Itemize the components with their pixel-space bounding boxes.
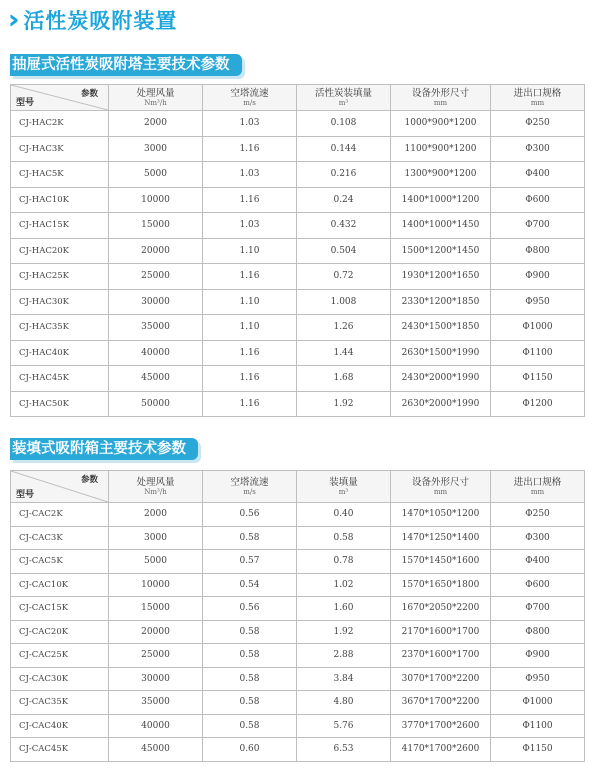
value-cell: Φ600 bbox=[491, 187, 585, 213]
model-cell: CJ-CAC20K bbox=[11, 620, 109, 644]
double-chevron-right-icon: ›› bbox=[8, 5, 10, 35]
value-cell: 0.57 bbox=[203, 550, 297, 574]
value-cell: Φ700 bbox=[491, 597, 585, 621]
value-cell: 1.16 bbox=[203, 391, 297, 417]
table-row bbox=[11, 644, 585, 668]
column-header bbox=[491, 471, 585, 503]
value-cell: 30000 bbox=[109, 667, 203, 691]
corner-param-label: 参数 bbox=[80, 475, 98, 485]
value-cell: Φ1100 bbox=[491, 340, 585, 366]
column-header bbox=[391, 85, 491, 111]
value-cell: 2.88 bbox=[297, 644, 391, 668]
value-cell: 0.58 bbox=[203, 691, 297, 715]
model-cell: CJ-HAC2K bbox=[11, 111, 109, 137]
table-row bbox=[11, 550, 585, 574]
value-cell: 1.03 bbox=[203, 111, 297, 137]
value-cell: 25000 bbox=[109, 264, 203, 290]
model-cell: CJ-HAC45K bbox=[11, 366, 109, 392]
value-cell: 1570*1650*1800 bbox=[391, 573, 491, 597]
value-cell: 40000 bbox=[109, 340, 203, 366]
value-cell: 0.144 bbox=[297, 136, 391, 162]
value-cell: 2630*2000*1990 bbox=[391, 391, 491, 417]
column-header bbox=[297, 471, 391, 503]
value-cell: 1.92 bbox=[297, 620, 391, 644]
value-cell: 1.10 bbox=[203, 315, 297, 341]
value-cell: 1.44 bbox=[297, 340, 391, 366]
model-cell: CJ-HAC10K bbox=[11, 187, 109, 213]
spec-table-filling-box bbox=[10, 470, 585, 762]
value-cell: 1.10 bbox=[203, 289, 297, 315]
value-cell: 30000 bbox=[109, 289, 203, 315]
value-cell: Φ700 bbox=[491, 213, 585, 239]
value-cell: Φ950 bbox=[491, 667, 585, 691]
table-row bbox=[11, 136, 585, 162]
column-header bbox=[109, 85, 203, 111]
table-row bbox=[11, 714, 585, 738]
value-cell: 2370*1600*1700 bbox=[391, 644, 491, 668]
model-cell: CJ-CAC3K bbox=[11, 526, 109, 550]
value-cell: 6.53 bbox=[297, 738, 391, 762]
value-cell: 50000 bbox=[109, 391, 203, 417]
model-cell: CJ-HAC40K bbox=[11, 340, 109, 366]
column-header-unit: Nm³/h bbox=[144, 98, 167, 107]
value-cell: 0.58 bbox=[203, 526, 297, 550]
value-cell: 45000 bbox=[109, 366, 203, 392]
model-cell: CJ-HAC20K bbox=[11, 238, 109, 264]
table-header-row bbox=[11, 85, 585, 111]
value-cell: 0.60 bbox=[203, 738, 297, 762]
page-header bbox=[8, 6, 177, 34]
model-cell: CJ-CAC2K bbox=[11, 503, 109, 527]
value-cell: 1.008 bbox=[297, 289, 391, 315]
value-cell: 2430*2000*1990 bbox=[391, 366, 491, 392]
value-cell: 4.80 bbox=[297, 691, 391, 715]
model-cell: CJ-HAC15K bbox=[11, 213, 109, 239]
column-header-label: 空塔流速 bbox=[230, 87, 269, 99]
column-header-unit: m³ bbox=[338, 98, 349, 107]
value-cell: 1.16 bbox=[203, 366, 297, 392]
value-cell: 10000 bbox=[109, 573, 203, 597]
section-title-filling-box: 装填式吸附箱主要技术参数 bbox=[10, 438, 198, 460]
column-header bbox=[109, 471, 203, 503]
value-cell: 3.84 bbox=[297, 667, 391, 691]
column-header-unit: m³ bbox=[338, 487, 349, 496]
value-cell: 3000 bbox=[109, 136, 203, 162]
value-cell: Φ1150 bbox=[491, 366, 585, 392]
model-cell: CJ-HAC50K bbox=[11, 391, 109, 417]
value-cell: 5000 bbox=[109, 550, 203, 574]
model-cell: CJ-CAC40K bbox=[11, 714, 109, 738]
column-header bbox=[391, 471, 491, 503]
value-cell: 2430*1500*1850 bbox=[391, 315, 491, 341]
value-cell: Φ250 bbox=[491, 503, 585, 527]
value-cell: 2000 bbox=[109, 503, 203, 527]
value-cell: 40000 bbox=[109, 714, 203, 738]
value-cell: 20000 bbox=[109, 238, 203, 264]
value-cell: Φ800 bbox=[491, 238, 585, 264]
table-row bbox=[11, 340, 585, 366]
value-cell: Φ250 bbox=[491, 111, 585, 137]
column-header-unit: mm bbox=[530, 98, 545, 107]
value-cell: 0.504 bbox=[297, 238, 391, 264]
table-row bbox=[11, 573, 585, 597]
value-cell: 45000 bbox=[109, 738, 203, 762]
value-cell: 1000*900*1200 bbox=[391, 111, 491, 137]
table-row bbox=[11, 289, 585, 315]
value-cell: 0.58 bbox=[297, 526, 391, 550]
value-cell: Φ1200 bbox=[491, 391, 585, 417]
value-cell: 2000 bbox=[109, 111, 203, 137]
value-cell: Φ1000 bbox=[491, 691, 585, 715]
table-row bbox=[11, 526, 585, 550]
table-row bbox=[11, 238, 585, 264]
spec-table-drawer-tower bbox=[10, 84, 585, 417]
value-cell: 1.92 bbox=[297, 391, 391, 417]
column-header-label: 设备外形尺寸 bbox=[411, 476, 469, 488]
model-cell: CJ-HAC3K bbox=[11, 136, 109, 162]
column-header bbox=[203, 85, 297, 111]
table-header-row bbox=[11, 471, 585, 503]
column-header-unit: m/s bbox=[243, 487, 256, 496]
value-cell: 35000 bbox=[109, 315, 203, 341]
value-cell: 25000 bbox=[109, 644, 203, 668]
table-row bbox=[11, 111, 585, 137]
table-row bbox=[11, 738, 585, 762]
value-cell: 1.16 bbox=[203, 187, 297, 213]
model-cell: CJ-HAC5K bbox=[11, 162, 109, 188]
table-row bbox=[11, 187, 585, 213]
value-cell: 1570*1450*1600 bbox=[391, 550, 491, 574]
value-cell: 2170*1600*1700 bbox=[391, 620, 491, 644]
value-cell: 0.24 bbox=[297, 187, 391, 213]
value-cell: 1.02 bbox=[297, 573, 391, 597]
model-cell: CJ-CAC30K bbox=[11, 667, 109, 691]
table-row bbox=[11, 391, 585, 417]
value-cell: 0.58 bbox=[203, 620, 297, 644]
value-cell: 0.432 bbox=[297, 213, 391, 239]
column-header-label: 进出口规格 bbox=[513, 87, 562, 99]
value-cell: 0.54 bbox=[203, 573, 297, 597]
value-cell: Φ900 bbox=[491, 264, 585, 290]
value-cell: 1.68 bbox=[297, 366, 391, 392]
value-cell: 1.16 bbox=[203, 264, 297, 290]
table-row bbox=[11, 620, 585, 644]
value-cell: 15000 bbox=[109, 213, 203, 239]
page-title: 活性炭吸附装置 bbox=[23, 9, 178, 33]
model-cell: CJ-HAC25K bbox=[11, 264, 109, 290]
model-cell: CJ-HAC35K bbox=[11, 315, 109, 341]
value-cell: 1470*1250*1400 bbox=[391, 526, 491, 550]
value-cell: Φ400 bbox=[491, 550, 585, 574]
value-cell: 0.56 bbox=[203, 503, 297, 527]
value-cell: 1.03 bbox=[203, 162, 297, 188]
value-cell: 0.58 bbox=[203, 644, 297, 668]
value-cell: 0.72 bbox=[297, 264, 391, 290]
column-header-unit: mm bbox=[433, 98, 448, 107]
column-header bbox=[297, 85, 391, 111]
model-cell: CJ-CAC45K bbox=[11, 738, 109, 762]
value-cell: 0.56 bbox=[203, 597, 297, 621]
value-cell: 1400*1000*1200 bbox=[391, 187, 491, 213]
value-cell: 35000 bbox=[109, 691, 203, 715]
table-row bbox=[11, 264, 585, 290]
value-cell: Φ950 bbox=[491, 289, 585, 315]
column-header-label: 处理风量 bbox=[136, 87, 175, 99]
value-cell: 1670*2050*2200 bbox=[391, 597, 491, 621]
value-cell: 1.03 bbox=[203, 213, 297, 239]
table-row bbox=[11, 213, 585, 239]
model-cell: CJ-CAC35K bbox=[11, 691, 109, 715]
column-header-label: 处理风量 bbox=[136, 476, 175, 488]
table-row bbox=[11, 691, 585, 715]
value-cell: 1.60 bbox=[297, 597, 391, 621]
value-cell: 1.16 bbox=[203, 340, 297, 366]
model-cell: CJ-CAC5K bbox=[11, 550, 109, 574]
value-cell: 0.108 bbox=[297, 111, 391, 137]
column-header-unit: mm bbox=[530, 487, 545, 496]
model-cell: CJ-CAC15K bbox=[11, 597, 109, 621]
column-header bbox=[203, 471, 297, 503]
column-header-unit: m/s bbox=[243, 98, 256, 107]
value-cell: 15000 bbox=[109, 597, 203, 621]
column-header-unit: Nm³/h bbox=[144, 487, 167, 496]
value-cell: 1.26 bbox=[297, 315, 391, 341]
value-cell: 3070*1700*2200 bbox=[391, 667, 491, 691]
value-cell: Φ300 bbox=[491, 136, 585, 162]
model-cell: CJ-HAC30K bbox=[11, 289, 109, 315]
value-cell: 1300*900*1200 bbox=[391, 162, 491, 188]
value-cell: 5000 bbox=[109, 162, 203, 188]
table-row bbox=[11, 366, 585, 392]
value-cell: 1400*1000*1450 bbox=[391, 213, 491, 239]
corner-param-label: 参数 bbox=[80, 89, 98, 99]
value-cell: Φ800 bbox=[491, 620, 585, 644]
value-cell: 1930*1200*1650 bbox=[391, 264, 491, 290]
model-cell: CJ-CAC10K bbox=[11, 573, 109, 597]
column-header bbox=[491, 85, 585, 111]
value-cell: Φ1100 bbox=[491, 714, 585, 738]
corner-model-label: 型号 bbox=[16, 490, 35, 500]
value-cell: 1500*1200*1450 bbox=[391, 238, 491, 264]
header-corner-cell bbox=[11, 471, 109, 503]
column-header-label: 进出口规格 bbox=[513, 476, 562, 488]
value-cell: Φ600 bbox=[491, 573, 585, 597]
value-cell: Φ900 bbox=[491, 644, 585, 668]
value-cell: 3670*1700*2200 bbox=[391, 691, 491, 715]
value-cell: 1.16 bbox=[203, 136, 297, 162]
value-cell: 0.78 bbox=[297, 550, 391, 574]
value-cell: 0.40 bbox=[297, 503, 391, 527]
value-cell: Φ1150 bbox=[491, 738, 585, 762]
table-row bbox=[11, 315, 585, 341]
table-row bbox=[11, 162, 585, 188]
value-cell: 0.58 bbox=[203, 667, 297, 691]
value-cell: 2630*1500*1990 bbox=[391, 340, 491, 366]
model-cell: CJ-CAC25K bbox=[11, 644, 109, 668]
value-cell: 1100*900*1200 bbox=[391, 136, 491, 162]
value-cell: Φ400 bbox=[491, 162, 585, 188]
value-cell: 2330*1200*1850 bbox=[391, 289, 491, 315]
value-cell: 3770*1700*2600 bbox=[391, 714, 491, 738]
value-cell: 0.58 bbox=[203, 714, 297, 738]
value-cell: 0.216 bbox=[297, 162, 391, 188]
corner-model-label: 型号 bbox=[16, 98, 35, 108]
value-cell: 4170*1700*2600 bbox=[391, 738, 491, 762]
value-cell: 20000 bbox=[109, 620, 203, 644]
table-row bbox=[11, 667, 585, 691]
table-row bbox=[11, 503, 585, 527]
column-header-label: 活性炭装填量 bbox=[314, 87, 372, 99]
value-cell: 1.10 bbox=[203, 238, 297, 264]
value-cell: 5.76 bbox=[297, 714, 391, 738]
value-cell: Φ1000 bbox=[491, 315, 585, 341]
header-corner-cell bbox=[11, 85, 109, 111]
value-cell: 3000 bbox=[109, 526, 203, 550]
column-header-label: 装填量 bbox=[329, 476, 358, 488]
section-title-drawer-tower: 抽屉式活性炭吸附塔主要技术参数 bbox=[10, 54, 242, 76]
column-header-label: 空塔流速 bbox=[230, 476, 269, 488]
value-cell: 1470*1050*1200 bbox=[391, 503, 491, 527]
value-cell: Φ300 bbox=[491, 526, 585, 550]
column-header-unit: mm bbox=[433, 487, 448, 496]
table-row bbox=[11, 597, 585, 621]
value-cell: 10000 bbox=[109, 187, 203, 213]
column-header-label: 设备外形尺寸 bbox=[411, 87, 469, 99]
